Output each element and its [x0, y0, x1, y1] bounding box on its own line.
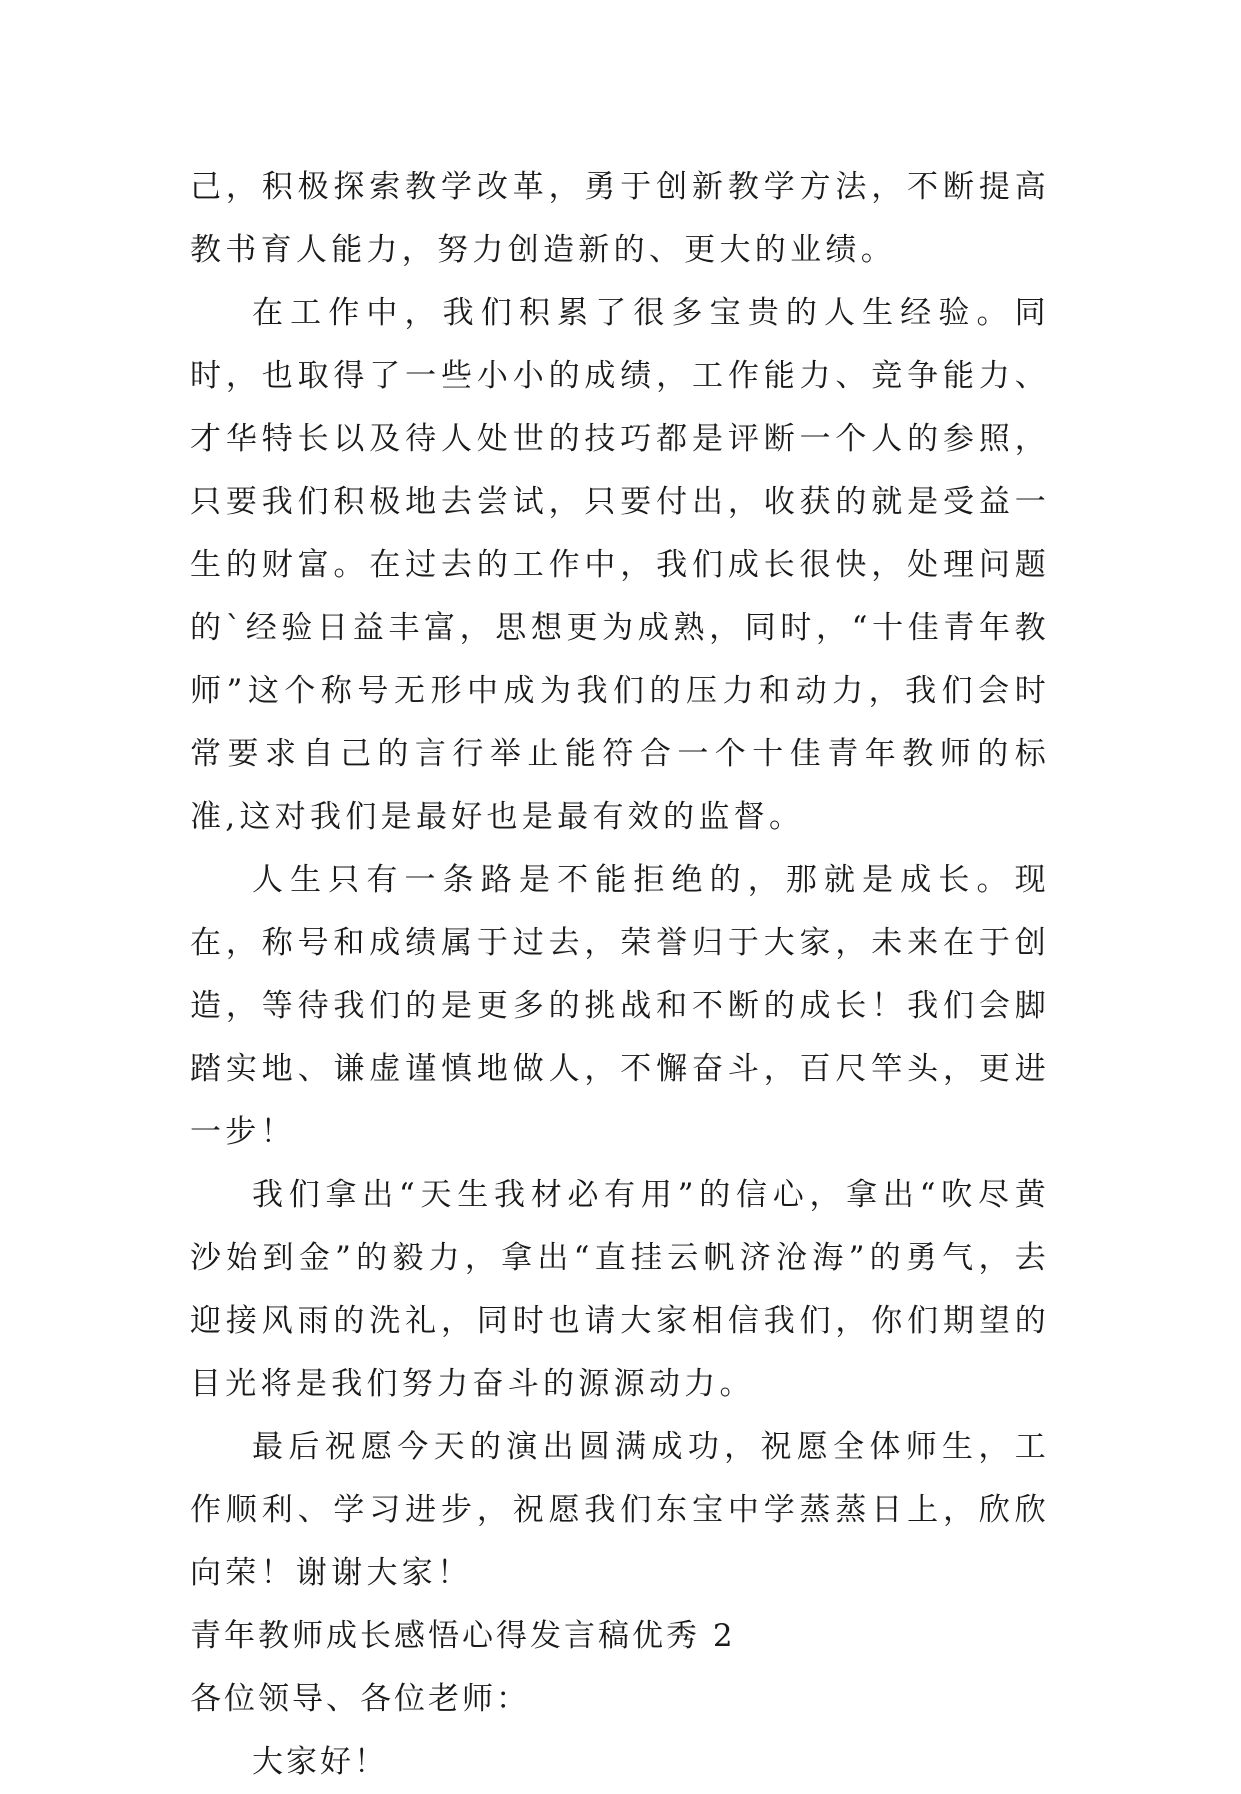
greeting: 大家好！ — [252, 1744, 388, 1780]
salutation: 各位领导、各位老师： — [190, 1681, 530, 1717]
paragraph-wishes: 最后祝愿今天的演出圆满成功，祝愿全体师生，工作顺利、学习进步，祝愿我们东宝中学蒸蒸日上，欣欣向荣！谢谢大家！ — [190, 1429, 1050, 1591]
paragraph-continuation: 己，积极探索教学改革，勇于创新教学方法，不断提高教书育人能力，努力创造新的、更大的业绩。 — [190, 169, 1050, 268]
paragraph-work-experience: 在工作中，我们积累了很多宝贵的人生经验。同时，也取得了一些小小的成绩，工作能力、竞争能力、才华特长以及待人处世的技巧都是评断一个人的参照，只要我们积极地去尝试，只要付出，收获的就是受益一生的财富。在过去的工作中，我们成长很快，处理问题的`经验日益丰富，思想更为成熟，同时，“十佳青年教师”这个称号无形中成为我们的压力和动力，我们会时常要求自己的言行举止能符合一个十佳青年教师的标准,这对我们是最好也是最有效的监督。 — [190, 295, 1050, 835]
document-page — [190, 156, 1050, 1794]
paragraph-growth: 人生只有一条路是不能拒绝的，那就是成长。现在，称号和成绩属于过去，荣誉归于大家，未来在于创造，等待我们的是更多的挑战和不断的成长！我们会脚踏实地、谦虚谨慎地做人，不懈奋斗，百尺竿头，更进一步！ — [190, 862, 1050, 1150]
paragraph-confidence: 我们拿出“天生我材必有用”的信心，拿出“吹尽黄沙始到金”的毅力，拿出“直挂云帆济沧海”的勇气，去迎接风雨的洗礼，同时也请大家相信我们，你们期望的目光将是我们努力奋斗的源源动力。 — [190, 1177, 1050, 1402]
section-title: 青年教师成长感悟心得发言稿优秀 2 — [190, 1618, 736, 1654]
